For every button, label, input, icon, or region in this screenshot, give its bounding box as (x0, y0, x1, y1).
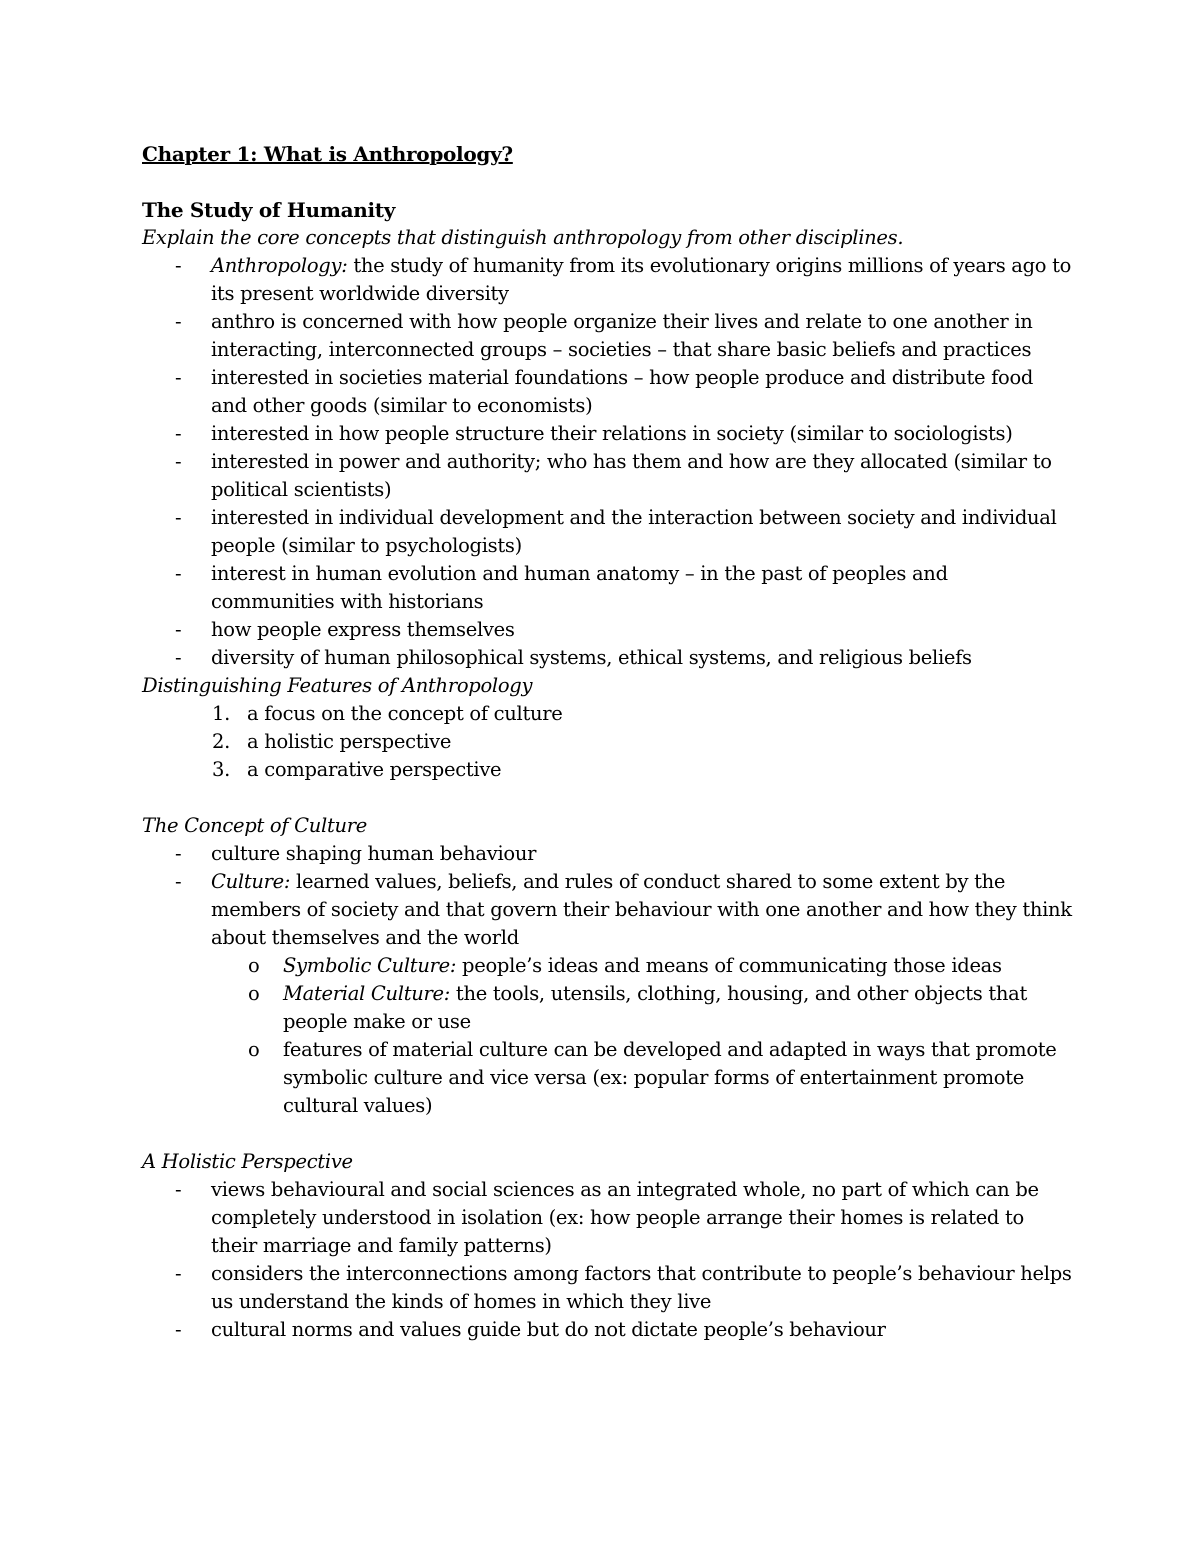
list-item-text: features of material culture can be developed and adapted in ways that promote symbolic culture and vice versa (ex: popular forms of entertainment promote cultural values) (283, 1038, 1057, 1117)
dash-bullet: - (175, 254, 182, 277)
list-item (142, 1316, 1072, 1344)
learning-objective: Explain the core concepts that distinguish anthropology from other disciplines. (142, 226, 904, 249)
list-item (142, 420, 1072, 448)
dash-bullet: - (175, 618, 182, 641)
list-item-text: a focus on the concept of culture (247, 702, 563, 725)
list-item-text: interest in human evolution and human anatomy – in the past of peoples and communities with historians (211, 562, 948, 613)
list-item-text: the tools, utensils, clothing, housing, and other objects that people make or use (283, 982, 1027, 1033)
list-item (142, 448, 1072, 504)
study-bullet-list (142, 252, 1072, 672)
list-item-text: people’s ideas and means of communicating those ideas (456, 954, 1002, 977)
blank-line (142, 1120, 1072, 1148)
list-item-text: the study of humanity from its evolutionary origins millions of years ago to its present worldwide diversity (211, 254, 1072, 305)
holistic-bullet-list (142, 1176, 1072, 1344)
defined-term: Symbolic Culture: (283, 954, 457, 977)
list-item-text: a holistic perspective (247, 730, 452, 753)
dash-bullet: - (175, 310, 182, 333)
dash-bullet: - (175, 506, 182, 529)
list-item-text: cultural norms and values guide but do not dictate people’s behaviour (211, 1318, 886, 1341)
list-item (142, 308, 1072, 364)
dash-bullet: - (175, 562, 182, 585)
dash-bullet: - (175, 842, 182, 865)
circle-bullet: o (248, 982, 260, 1005)
subheading-distinguishing-features: Distinguishing Features of Anthropology (142, 674, 533, 697)
features-numbered-list (142, 700, 1072, 784)
dash-bullet: - (175, 450, 182, 473)
defined-term: Culture: (211, 870, 291, 893)
subheading-concept-of-culture: The Concept of Culture (142, 814, 368, 837)
dash-bullet: - (175, 870, 182, 893)
dash-bullet: - (175, 422, 182, 445)
list-item (142, 700, 1072, 728)
dash-bullet: - (175, 1262, 182, 1285)
dash-bullet: - (175, 646, 182, 669)
list-item (142, 560, 1072, 616)
list-item (142, 728, 1072, 756)
list-item-text: views behavioural and social sciences as an integrated whole, no part of which can be completely understood in isolation (ex: how people arrange their homes is related to their marriage and family patterns) (211, 1178, 1039, 1257)
list-item (142, 644, 1072, 672)
list-item-text: interested in societies material foundations – how people produce and distribute food and other goods (similar to economists) (211, 366, 1034, 417)
dash-bullet: - (175, 1178, 182, 1201)
list-item-text: diversity of human philosophical systems, ethical systems, and religious beliefs (211, 646, 972, 669)
list-item (142, 364, 1072, 420)
list-item-text: how people express themselves (211, 618, 515, 641)
chapter-title: Chapter 1: What is Anthropology? (142, 142, 513, 166)
list-item (142, 840, 1072, 868)
circle-bullet: o (248, 954, 260, 977)
dash-bullet: - (175, 366, 182, 389)
list-item-text: interested in how people structure their relations in society (similar to sociologists) (211, 422, 1013, 445)
list-item-text: anthro is concerned with how people organize their lives and relate to one another in interacting, interconnected groups – societies – that share basic beliefs and practices (211, 310, 1033, 361)
list-item-text: culture shaping human behaviour (211, 842, 537, 865)
list-item-text: interested in power and authority; who has them and how are they allocated (similar to political scientists) (211, 450, 1052, 501)
list-item (142, 1260, 1072, 1316)
blank-line (142, 784, 1072, 812)
list-item (142, 1176, 1072, 1260)
list-number: 1. (212, 702, 231, 725)
circle-bullet: o (248, 1038, 260, 1061)
defined-term: Material Culture: (283, 982, 451, 1005)
list-item (142, 504, 1072, 560)
list-number: 3. (212, 758, 231, 781)
dash-bullet: - (175, 1318, 182, 1341)
culture-bullet-list (142, 840, 1072, 952)
subheading-holistic-perspective: A Holistic Perspective (142, 1150, 353, 1173)
list-item-text: a comparative perspective (247, 758, 502, 781)
list-number: 2. (212, 730, 231, 753)
document-page (142, 140, 1072, 1344)
list-item (142, 1036, 1072, 1120)
culture-sub-list (142, 952, 1072, 1120)
list-item (142, 756, 1072, 784)
defined-term: Anthropology: (211, 254, 348, 277)
list-item (142, 252, 1072, 308)
list-item-text: learned values, beliefs, and rules of conduct shared to some extent by the members of society and that govern their behaviour with one another and how they think about themselves and the world (211, 870, 1072, 949)
list-item (142, 952, 1072, 980)
list-item (142, 616, 1072, 644)
list-item-text: considers the interconnections among factors that contribute to people’s behaviour helps us understand the kinds of homes in which they live (211, 1262, 1072, 1313)
list-item (142, 980, 1072, 1036)
list-item (142, 868, 1072, 952)
section-heading-study-of-humanity: The Study of Humanity (142, 198, 396, 222)
list-item-text: interested in individual development and the interaction between society and individual people (similar to psychologists) (211, 506, 1057, 557)
